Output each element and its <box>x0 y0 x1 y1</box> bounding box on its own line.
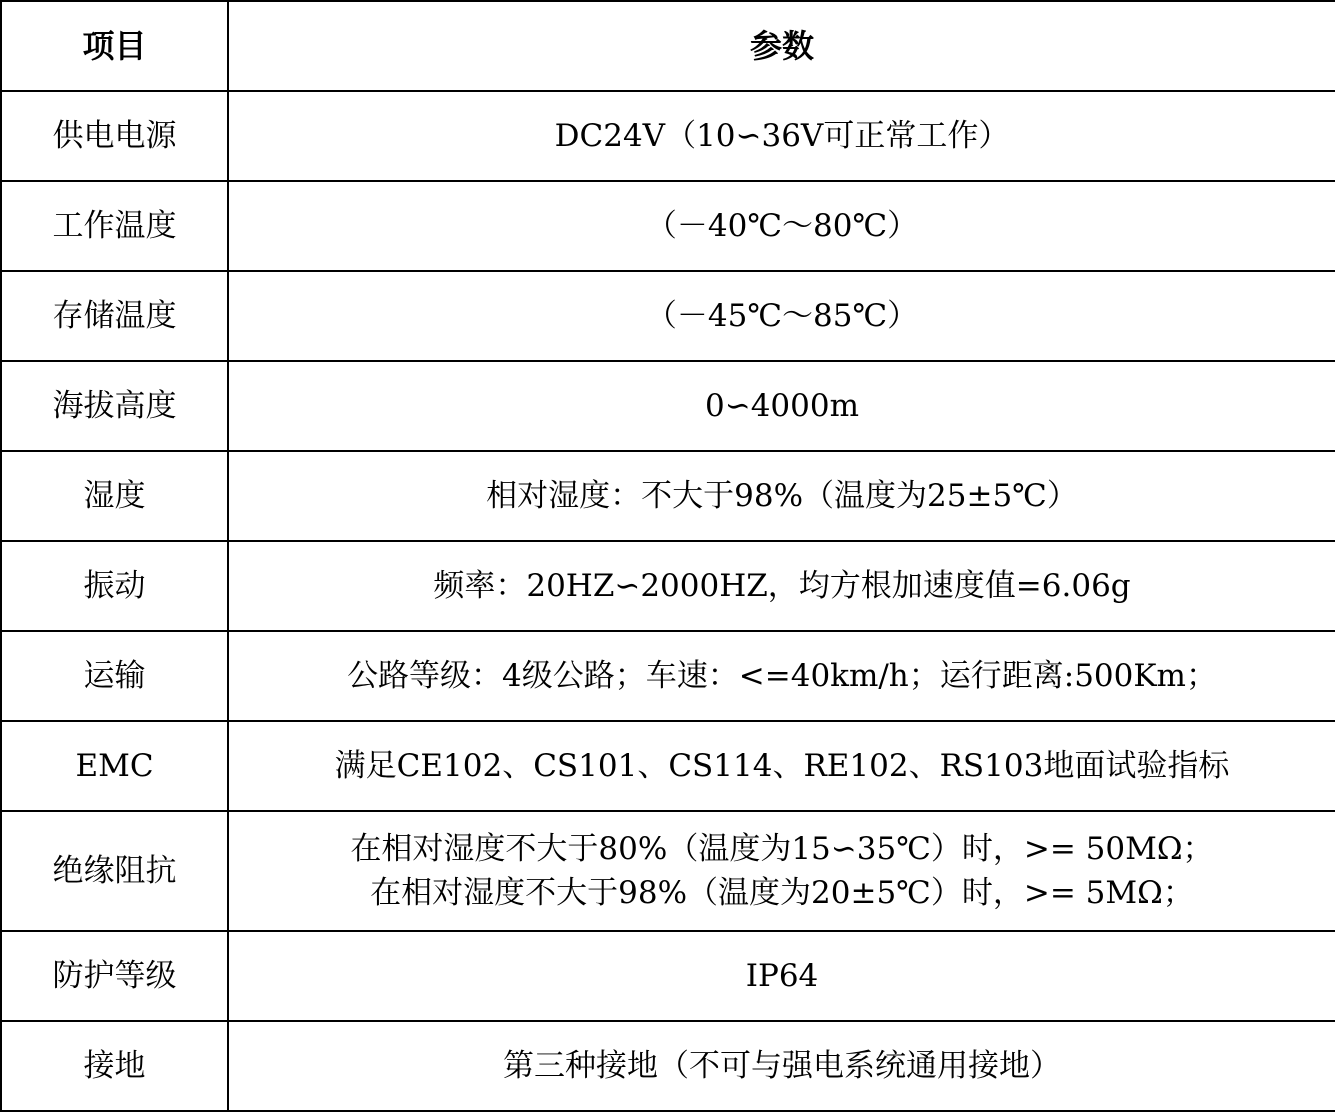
table-row <box>1 811 1335 931</box>
row-item-transport: 运输 <box>1 631 228 721</box>
row-item-altitude: 海拔高度 <box>1 361 228 451</box>
table-row <box>1 931 1335 1021</box>
row-item-humidity: 湿度 <box>1 451 228 541</box>
param-line: 相对湿度：不大于98%（温度为25±5℃） <box>486 478 1078 514</box>
param-line: 满足CE102、CS101、CS114、RE102、RS103地面试验指标 <box>334 748 1230 784</box>
row-item-operating-temp: 工作温度 <box>1 181 228 271</box>
param-line: 公路等级：4级公路；车速：<=40km/h；运行距离:500Km； <box>347 658 1217 694</box>
header-row <box>1 1 1335 91</box>
row-item-insulation: 绝缘阻抗 <box>1 811 228 931</box>
row-item-vibration: 振动 <box>1 541 228 631</box>
row-param-vibration <box>228 541 1335 631</box>
param-line: 第三种接地（不可与强电系统通用接地） <box>503 1048 1061 1084</box>
param-line: 频率：20HZ∽2000HZ，均方根加速度值=6.06g <box>433 568 1131 604</box>
table-row <box>1 1021 1335 1111</box>
param-line: DC24V（10∽36V可正常工作） <box>554 118 1010 154</box>
row-param-emc <box>228 721 1335 811</box>
row-param-insulation <box>228 811 1335 931</box>
row-param-transport <box>228 631 1335 721</box>
row-param-humidity <box>228 451 1335 541</box>
row-param-operating-temp <box>228 181 1335 271</box>
row-param-protection <box>228 931 1335 1021</box>
table-row <box>1 91 1335 181</box>
table-row <box>1 451 1335 541</box>
header-param: 参数 <box>228 1 1335 91</box>
row-item-emc: EMC <box>1 721 228 811</box>
table-row <box>1 271 1335 361</box>
row-item-power-supply: 供电电源 <box>1 91 228 181</box>
param-line: （－40℃～80℃） <box>645 208 919 244</box>
row-param-storage-temp <box>228 271 1335 361</box>
table-row <box>1 181 1335 271</box>
row-item-protection: 防护等级 <box>1 931 228 1021</box>
row-param-grounding <box>228 1021 1335 1111</box>
param-line: （－45℃～85℃） <box>645 298 919 334</box>
param-line: 在相对湿度不大于80%（温度为15∽35℃）时，>= 50MΩ； <box>350 831 1214 867</box>
row-item-storage-temp: 存储温度 <box>1 271 228 361</box>
table-row <box>1 361 1335 451</box>
row-param-altitude <box>228 361 1335 451</box>
param-line: 0∽4000m <box>705 388 859 424</box>
table-row <box>1 721 1335 811</box>
row-item-grounding: 接地 <box>1 1021 228 1111</box>
header-item: 项目 <box>1 1 228 91</box>
row-param-power-supply <box>228 91 1335 181</box>
table-row <box>1 541 1335 631</box>
param-line: IP64 <box>745 958 819 994</box>
param-line: 在相对湿度不大于98%（温度为20±5℃）时，>= 5MΩ； <box>370 875 1194 911</box>
table-row <box>1 631 1335 721</box>
